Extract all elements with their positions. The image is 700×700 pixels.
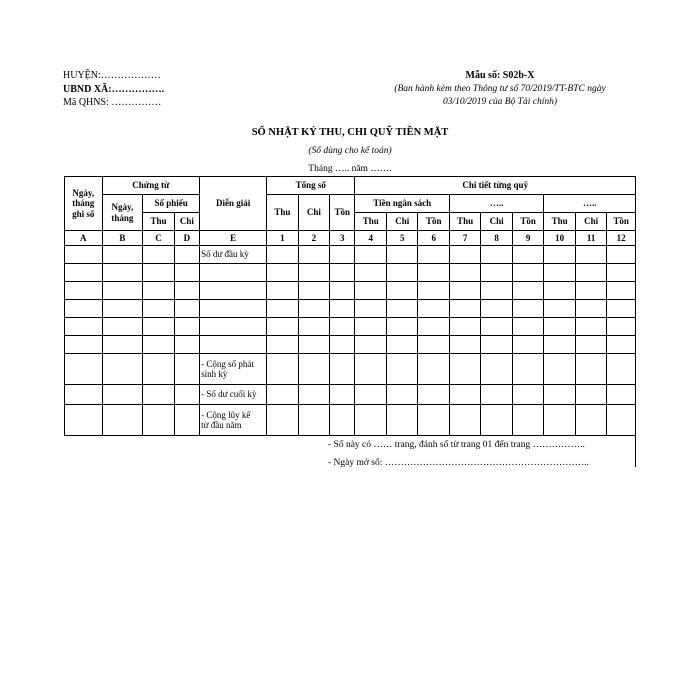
table-cell bbox=[143, 385, 174, 405]
table-cell bbox=[143, 282, 174, 300]
table-cell bbox=[65, 385, 103, 405]
table-cell bbox=[102, 354, 143, 385]
header-fund1-thu: Thu bbox=[449, 213, 480, 231]
table-cell bbox=[386, 246, 417, 264]
table-cell bbox=[65, 300, 103, 318]
table-cell bbox=[267, 282, 298, 300]
table-cell bbox=[418, 354, 449, 385]
table-cell bbox=[481, 246, 512, 264]
table-cell bbox=[267, 246, 298, 264]
table-cell bbox=[174, 282, 199, 300]
description-cell bbox=[200, 282, 267, 300]
table-cell bbox=[143, 246, 174, 264]
table-cell bbox=[512, 264, 543, 282]
table-cell bbox=[267, 300, 298, 318]
header-fund1-ton: Tồn bbox=[512, 213, 543, 231]
document-subtitle: (Sổ dùng cho kế toán) bbox=[308, 146, 392, 156]
header-other-fund-2: ….. bbox=[544, 195, 636, 213]
table-cell bbox=[174, 246, 199, 264]
column-index-cell: 10 bbox=[544, 231, 575, 246]
header-voucher-date: Ngày, tháng bbox=[102, 195, 143, 231]
footer-page-count: - Sổ này có …… trang, đánh số từ trang 01 đến trang …………….. bbox=[328, 440, 585, 450]
table-cell bbox=[330, 246, 355, 264]
table-cell bbox=[418, 300, 449, 318]
table-cell bbox=[575, 385, 606, 405]
table-cell bbox=[481, 405, 512, 436]
table-cell bbox=[544, 300, 575, 318]
table-cell bbox=[386, 300, 417, 318]
header-budget-cash: Tiền ngân sách bbox=[355, 195, 449, 213]
table-cell bbox=[418, 246, 449, 264]
header-other-fund-1: ….. bbox=[449, 195, 543, 213]
table-cell bbox=[330, 354, 355, 385]
table-cell bbox=[355, 354, 386, 385]
header-fund2-ton: Tồn bbox=[607, 213, 636, 231]
table-cell bbox=[512, 354, 543, 385]
table-cell bbox=[512, 318, 543, 336]
table-cell bbox=[418, 405, 449, 436]
column-index-cell: 2 bbox=[298, 231, 329, 246]
table-cell bbox=[143, 318, 174, 336]
table-cell bbox=[174, 385, 199, 405]
table-cell bbox=[267, 318, 298, 336]
table-cell bbox=[481, 385, 512, 405]
table-cell bbox=[267, 336, 298, 354]
form-code: Mẫu số: S02b-X bbox=[465, 70, 535, 81]
table-cell bbox=[174, 336, 199, 354]
district-label: HUYỆN:……………… bbox=[63, 70, 161, 81]
table-cell bbox=[330, 336, 355, 354]
table-cell bbox=[544, 282, 575, 300]
table-cell bbox=[102, 300, 143, 318]
table-cell bbox=[544, 318, 575, 336]
table-cell bbox=[481, 318, 512, 336]
header-voucher-group: Chứng từ bbox=[102, 177, 200, 195]
table-cell bbox=[607, 282, 636, 300]
table-row bbox=[65, 300, 636, 318]
table-row bbox=[65, 246, 636, 264]
qhns-label: Mã QHNS: …………… bbox=[63, 97, 162, 108]
table-cell bbox=[386, 318, 417, 336]
table-cell bbox=[330, 282, 355, 300]
table-cell bbox=[449, 300, 480, 318]
table-cell bbox=[449, 318, 480, 336]
table-cell bbox=[143, 405, 174, 436]
description-line: từ đầu năm bbox=[201, 420, 242, 430]
column-index-cell: 8 bbox=[481, 231, 512, 246]
table-row bbox=[65, 282, 636, 300]
issued-by-line-1: (Ban hành kèm theo Thông tư số 70/2019/TT-BTC ngày bbox=[394, 83, 606, 94]
table-cell bbox=[607, 354, 636, 385]
table-cell bbox=[418, 385, 449, 405]
header-fund1-chi: Chi bbox=[481, 213, 512, 231]
table-cell bbox=[544, 405, 575, 436]
description-cell bbox=[200, 300, 267, 318]
table-cell bbox=[102, 385, 143, 405]
column-index-cell: D bbox=[174, 231, 199, 246]
table-cell bbox=[102, 336, 143, 354]
table-cell bbox=[298, 405, 329, 436]
header-budget-thu: Thu bbox=[355, 213, 386, 231]
period-line: Tháng ….. năm ……. bbox=[308, 164, 392, 174]
table-cell bbox=[575, 300, 606, 318]
description-cell bbox=[200, 264, 267, 282]
table-cell bbox=[575, 282, 606, 300]
table-cell bbox=[544, 264, 575, 282]
table-cell bbox=[65, 318, 103, 336]
table-cell bbox=[330, 264, 355, 282]
table-cell bbox=[481, 282, 512, 300]
table-cell bbox=[174, 354, 199, 385]
header-total-thu: Thu bbox=[267, 195, 298, 231]
table-cell bbox=[102, 318, 143, 336]
table-cell bbox=[267, 354, 298, 385]
header-description: Diễn giải bbox=[200, 177, 267, 231]
description-cell: - Số dư cuối kỳ bbox=[200, 385, 267, 405]
table-cell bbox=[512, 246, 543, 264]
table-cell bbox=[512, 405, 543, 436]
table-cell bbox=[355, 282, 386, 300]
table-cell bbox=[449, 385, 480, 405]
table-cell bbox=[143, 336, 174, 354]
table-cell bbox=[449, 282, 480, 300]
header-total-chi: Chi bbox=[298, 195, 329, 231]
table-cell bbox=[607, 405, 636, 436]
table-cell bbox=[386, 264, 417, 282]
table-cell bbox=[330, 405, 355, 436]
table-cell bbox=[102, 246, 143, 264]
table-cell bbox=[65, 336, 103, 354]
table-cell bbox=[481, 336, 512, 354]
table-cell bbox=[607, 246, 636, 264]
table-cell bbox=[174, 405, 199, 436]
table-cell bbox=[298, 246, 329, 264]
table-cell bbox=[449, 405, 480, 436]
table-row-period-total bbox=[65, 354, 636, 385]
table-cell bbox=[298, 318, 329, 336]
table-cell bbox=[544, 246, 575, 264]
table-cell bbox=[386, 405, 417, 436]
column-index-cell: B bbox=[102, 231, 143, 246]
table-cell bbox=[65, 246, 103, 264]
table-cell bbox=[102, 264, 143, 282]
table-cell bbox=[481, 354, 512, 385]
table-cell bbox=[298, 354, 329, 385]
table-cell bbox=[418, 282, 449, 300]
table-cell bbox=[575, 405, 606, 436]
column-index-cell: 6 bbox=[418, 231, 449, 246]
table-cell bbox=[418, 264, 449, 282]
table-cell bbox=[174, 300, 199, 318]
column-index-row bbox=[65, 231, 636, 246]
table-cell bbox=[544, 336, 575, 354]
header-detail-group: Chi tiết từng quỹ bbox=[355, 177, 636, 195]
table-cell bbox=[298, 300, 329, 318]
table-cell bbox=[355, 264, 386, 282]
column-index-cell: C bbox=[143, 231, 174, 246]
table-cell bbox=[267, 264, 298, 282]
column-index-cell: 4 bbox=[355, 231, 386, 246]
table-cell bbox=[386, 385, 417, 405]
header-fund2-chi: Chi bbox=[575, 213, 606, 231]
table-cell bbox=[102, 282, 143, 300]
table-cell bbox=[575, 264, 606, 282]
header-budget-chi: Chi bbox=[386, 213, 417, 231]
footer-open-date: - Ngày mở sổ: ……………………………………………………….. bbox=[328, 458, 589, 468]
column-index-cell: 12 bbox=[607, 231, 636, 246]
table-cell bbox=[512, 385, 543, 405]
column-index-cell: 3 bbox=[330, 231, 355, 246]
description-cell bbox=[200, 318, 267, 336]
table-cell bbox=[65, 264, 103, 282]
header-total-ton: Tồn bbox=[330, 195, 355, 231]
column-index-cell: 9 bbox=[512, 231, 543, 246]
header-date-recorded: Ngày, tháng ghi sổ bbox=[65, 177, 103, 231]
header-row-1 bbox=[65, 177, 636, 195]
table-row bbox=[65, 264, 636, 282]
document-title: SỔ NHẬT KÝ THU, CHI QUỸ TIỀN MẶT bbox=[251, 127, 449, 138]
header-left bbox=[63, 69, 164, 110]
table-row bbox=[65, 318, 636, 336]
column-index-cell: 5 bbox=[386, 231, 417, 246]
table-cell bbox=[298, 336, 329, 354]
table-cell bbox=[143, 264, 174, 282]
table-cell bbox=[418, 336, 449, 354]
table-cell bbox=[330, 318, 355, 336]
table-row-closing-balance bbox=[65, 385, 636, 405]
table-cell bbox=[330, 300, 355, 318]
table-cell bbox=[481, 300, 512, 318]
description-cell: Số dư đầu kỳ bbox=[200, 246, 267, 264]
column-index-cell: 7 bbox=[449, 231, 480, 246]
header-voucher-chi: Chi bbox=[174, 213, 199, 231]
table-cell bbox=[607, 318, 636, 336]
table-cell bbox=[143, 300, 174, 318]
table-cell bbox=[267, 385, 298, 405]
table-cell bbox=[607, 385, 636, 405]
table-cell bbox=[607, 264, 636, 282]
table-cell bbox=[298, 282, 329, 300]
header-total-group: Tổng số bbox=[267, 177, 355, 195]
table-cell bbox=[449, 354, 480, 385]
description-cell bbox=[200, 354, 267, 385]
table-cell bbox=[449, 264, 480, 282]
table-cell bbox=[355, 385, 386, 405]
table-cell bbox=[512, 282, 543, 300]
table-cell bbox=[174, 318, 199, 336]
column-index-cell: 1 bbox=[267, 231, 298, 246]
table-cell bbox=[544, 354, 575, 385]
table-cell bbox=[575, 354, 606, 385]
header-voucher-number: Số phiếu bbox=[143, 195, 200, 213]
table-cell bbox=[386, 282, 417, 300]
table-cell bbox=[607, 336, 636, 354]
table-cell bbox=[355, 246, 386, 264]
table-cell bbox=[65, 354, 103, 385]
table-row bbox=[65, 336, 636, 354]
table-cell bbox=[512, 336, 543, 354]
footer-border-line bbox=[635, 433, 636, 467]
table-cell bbox=[355, 405, 386, 436]
table-cell bbox=[449, 246, 480, 264]
description-cell bbox=[200, 336, 267, 354]
table-cell bbox=[575, 318, 606, 336]
table-cell bbox=[65, 405, 103, 436]
table-cell bbox=[575, 246, 606, 264]
header-row-2 bbox=[65, 195, 636, 213]
column-index-cell: 11 bbox=[575, 231, 606, 246]
table-cell bbox=[607, 300, 636, 318]
table-cell bbox=[174, 264, 199, 282]
table-cell bbox=[418, 318, 449, 336]
description-line: - Cộng lũy kế bbox=[201, 409, 251, 420]
table-cell bbox=[449, 336, 480, 354]
table-cell bbox=[481, 264, 512, 282]
table-cell bbox=[386, 354, 417, 385]
commune-label: UBND XÃ:……………. bbox=[63, 83, 165, 95]
description-line: - Cộng số phát bbox=[201, 358, 254, 369]
table-cell bbox=[512, 300, 543, 318]
cash-journal-table bbox=[64, 176, 636, 436]
table-cell bbox=[298, 264, 329, 282]
table-cell bbox=[355, 318, 386, 336]
table-cell bbox=[575, 336, 606, 354]
column-index-cell: E bbox=[200, 231, 267, 246]
table-cell bbox=[355, 300, 386, 318]
header-budget-ton: Tồn bbox=[418, 213, 449, 231]
table-cell bbox=[355, 336, 386, 354]
description-cell bbox=[200, 405, 267, 436]
table-cell bbox=[330, 385, 355, 405]
description-line: sinh kỳ bbox=[201, 369, 228, 379]
header-fund2-thu: Thu bbox=[544, 213, 575, 231]
column-index-cell: A bbox=[65, 231, 103, 246]
table-cell bbox=[102, 405, 143, 436]
header-right bbox=[360, 69, 640, 110]
table-cell bbox=[544, 385, 575, 405]
table-row-cumulative bbox=[65, 405, 636, 436]
issued-by-line-2: 03/10/2019 của Bộ Tài chính) bbox=[443, 97, 557, 107]
table-cell bbox=[298, 385, 329, 405]
table-cell bbox=[267, 405, 298, 436]
table-cell bbox=[65, 282, 103, 300]
header-voucher-thu: Thu bbox=[143, 213, 174, 231]
table-cell bbox=[386, 336, 417, 354]
table-cell bbox=[143, 354, 174, 385]
